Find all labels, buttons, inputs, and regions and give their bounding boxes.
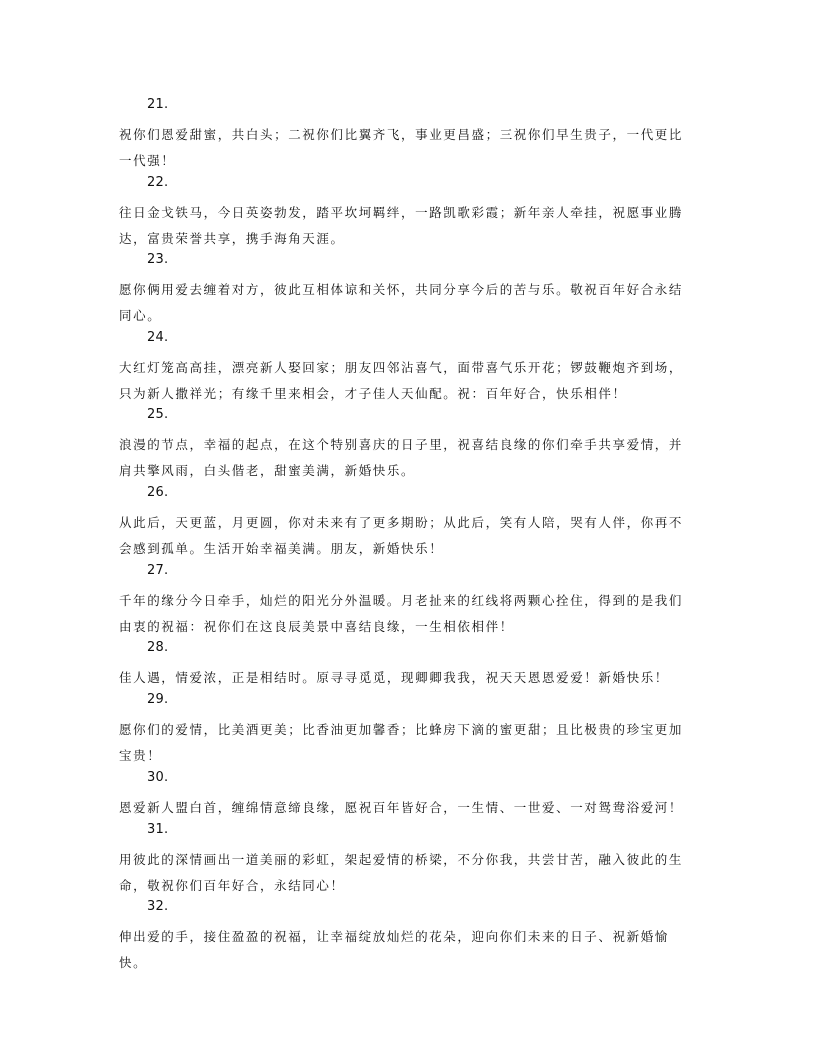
entry-number: 30. [147, 769, 169, 785]
entry-number: 23. [147, 252, 169, 268]
entry-number: 22. [147, 174, 169, 190]
entry-number: 28. [147, 640, 169, 656]
list-item [119, 406, 697, 484]
document-body [119, 96, 697, 971]
entry-number: 27. [147, 562, 169, 578]
entry-number: 21. [147, 97, 169, 112]
entry-text: 往日金戈铁马，今日英姿勃发，踏平坎坷羁绊，一路凯歌彩霞；新年亲人牵挂，祝愿事业腾达，富贵荣誉共享，携手海角天涯。 [119, 204, 684, 246]
list-item [119, 898, 697, 971]
entry-text: 佳人遇，情爱浓，正是相结时。原寻寻觅觅，现卿卿我我，祝天天恩恩爱爱！新婚快乐！ [119, 670, 669, 686]
list-item [119, 96, 697, 174]
entry-number: 31. [147, 821, 169, 837]
list-item [119, 174, 697, 252]
entry-text: 大红灯笼高高挂，漂亮新人娶回家；朋友四邻沾喜气，面带喜气乐开花；锣鼓鞭炮齐到场，只为新人撒祥光；有缘千里来相会，才子佳人天仙配。祝：百年好合，快乐相伴！ [119, 359, 684, 401]
entry-number: 26. [147, 484, 169, 500]
list-item [119, 691, 697, 769]
entry-text: 祝你们恩爱甜蜜，共白头；二祝你们比翼齐飞，事业更昌盛；三祝你们早生贵子，一代更比一代强！ [119, 127, 684, 168]
list-item [119, 329, 697, 407]
entry-number: 24. [147, 329, 169, 345]
list-item [119, 562, 697, 640]
entry-number: 29. [147, 692, 169, 708]
entry-text: 伸出爱的手，接住盈盈的祝福，让幸福绽放灿烂的花朵，迎向你们未来的日子、祝新婚愉快。 [119, 929, 669, 971]
entry-text: 千年的缘分今日牵手，灿烂的阳光分外温暖。月老扯来的红线将两颗心拴住，得到的是我们由衷的祝福：祝你们在这良辰美景中喜结良缘，一生相依相伴！ [119, 592, 684, 634]
entry-text: 用彼此的深情画出一道美丽的彩虹，架起爱情的桥梁，不分你我，共尝甘苦，融入彼此的生命，敬祝你们百年好合，永结同心！ [119, 851, 684, 893]
list-item [119, 639, 697, 691]
list-item [119, 821, 697, 899]
entry-text: 浪漫的节点，幸福的起点，在这个特别喜庆的日子里，祝喜结良缘的你们牵手共享爱情，并肩共擎风雨，白头偕老，甜蜜美满，新婚快乐。 [119, 437, 684, 479]
entry-text: 愿你们的爱情，比美酒更美；比香油更加馨香；比蜂房下滴的蜜更甜；且比极贵的珍宝更加宝贵！ [119, 722, 684, 764]
entry-number: 32. [147, 899, 169, 915]
list-item [119, 769, 697, 821]
entry-text: 愿你俩用爱去缠着对方，彼此互相体谅和关怀，共同分享今后的苦与乐。敬祝百年好合永结同心。 [119, 282, 684, 324]
entry-text: 恩爱新人盟白首，缠绵情意缔良缘，愿祝百年皆好合，一生情、一世爱、一对鸳鸯浴爱河！ [119, 799, 684, 815]
entry-number: 25. [147, 407, 169, 423]
list-item [119, 484, 697, 562]
entry-text: 从此后，天更蓝，月更圆，你对未来有了更多期盼；从此后，笑有人陪，哭有人伴，你再不会感到孤单。生活开始幸福美满。朋友，新婚快乐！ [119, 514, 684, 556]
list-item [119, 251, 697, 329]
